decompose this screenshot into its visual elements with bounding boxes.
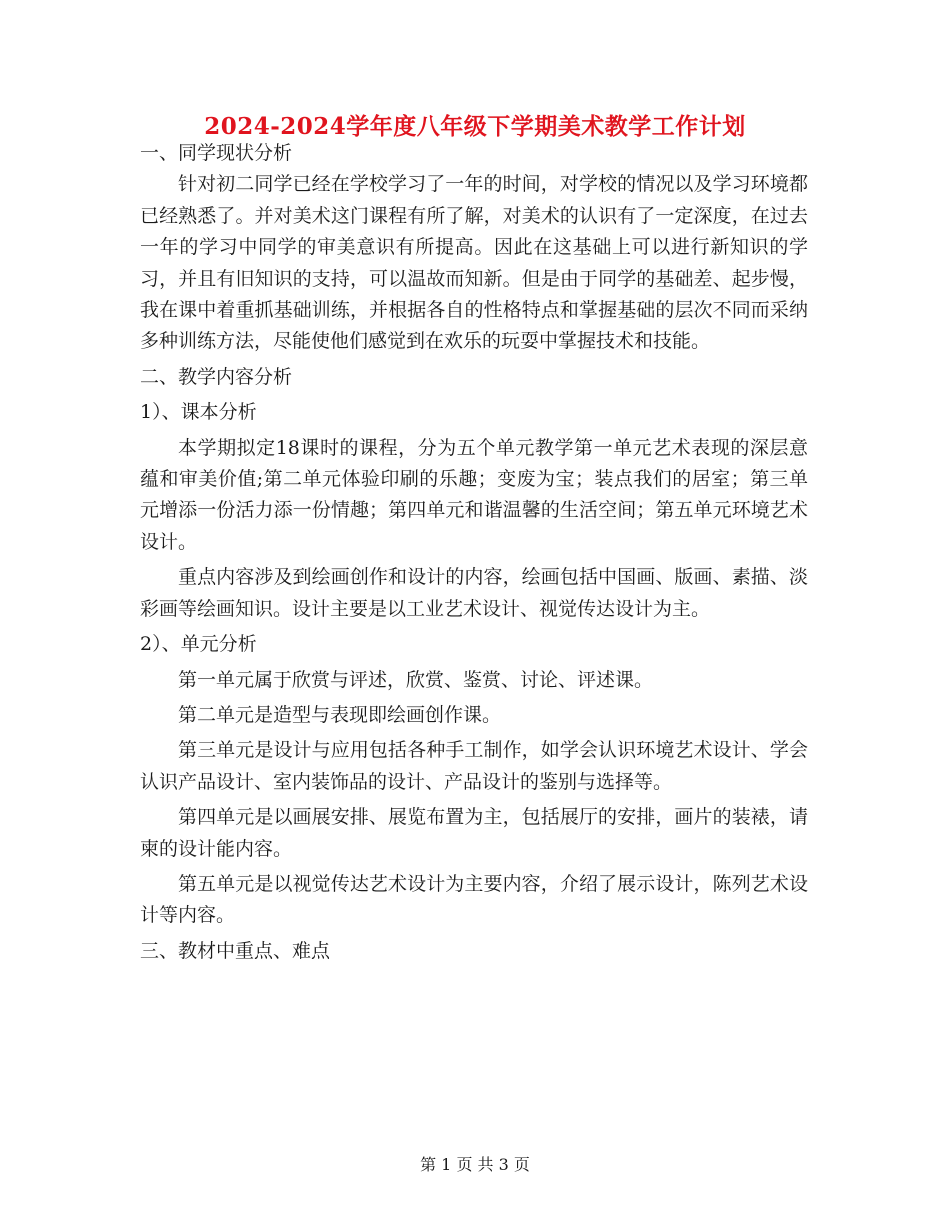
subheading-textbook-analysis: 1）、课本分析 (140, 401, 257, 424)
paragraph-unit-2: 第二单元是造型与表现即绘画创作课。 (178, 703, 502, 726)
subheading-unit-analysis: 2）、单元分析 (140, 633, 257, 656)
paragraph-unit-3: 第三单元是设计与应用包括各种手工制作，如学会认识环境艺术设计、学会认识产品设计、室内装饰品的设计、产品设计的鉴别与选择等。 (140, 739, 808, 793)
section-heading-content-analysis: 二、教学内容分析 (140, 365, 293, 388)
paragraph-unit-5: 第五单元是以视觉传达艺术设计为主要内容，介绍了展示设计，陈列艺术设计等内容。 (140, 872, 808, 927)
section-heading-student-analysis: 一、同学现状分析 (140, 142, 293, 164)
paragraph-textbook-units: 本学期拟定18课时的课程，分为五个单元教学第一单元艺术表现的深层意蕴和审美价值;第二单元体验印刷的乐趣；变废为宝；装点我们的居室；第三单元增添一份活力添一份情趣；第四单元和谐温馨的生活空间；第五单元环境艺术设计。 (140, 436, 808, 553)
section-heading-key-difficult-points: 三、教材中重点、难点 (140, 939, 331, 962)
paragraph-unit-1: 第一单元属于欣赏与评述，欣赏、鉴赏、讨论、评述课。 (178, 668, 654, 691)
document-body (140, 138, 808, 967)
document-title: 2024-2024学年度八年级下学期美术教学工作计划 (204, 113, 746, 140)
paragraph-key-content: 重点内容涉及到绘画创作和设计的内容，绘画包括中国画、版画、素描、淡彩画等绘画知识。设计主要是以工业艺术设计、视觉传达设计为主。 (140, 566, 808, 620)
page-footer: 第 1 页 共 3 页 (420, 1155, 530, 1174)
paragraph-unit-4: 第四单元是以画展安排、展览布置为主，包括展厅的安排，画片的装裱，请柬的设计能内容。 (140, 806, 808, 860)
paragraph-student-analysis: 针对初二同学已经在学校学习了一年的时间，对学校的情况以及学习环境都已经熟悉了。并对美术这门课程有所了解，对美术的认识有了一定深度，在过去一年的学习中同学的审美意识有所提高。因此在这基础上可以进行新知识的学习，并且有旧知识的支持，可以温故而知新。但是由于同学的基础差、起步慢，我在课中着重抓基础训练，并根据各自的性格特点和掌握基础的层次不同而采纳多种训练方法，尽能使他们感觉到在欢乐的玩耍中掌握技术和技能。 (140, 173, 808, 353)
